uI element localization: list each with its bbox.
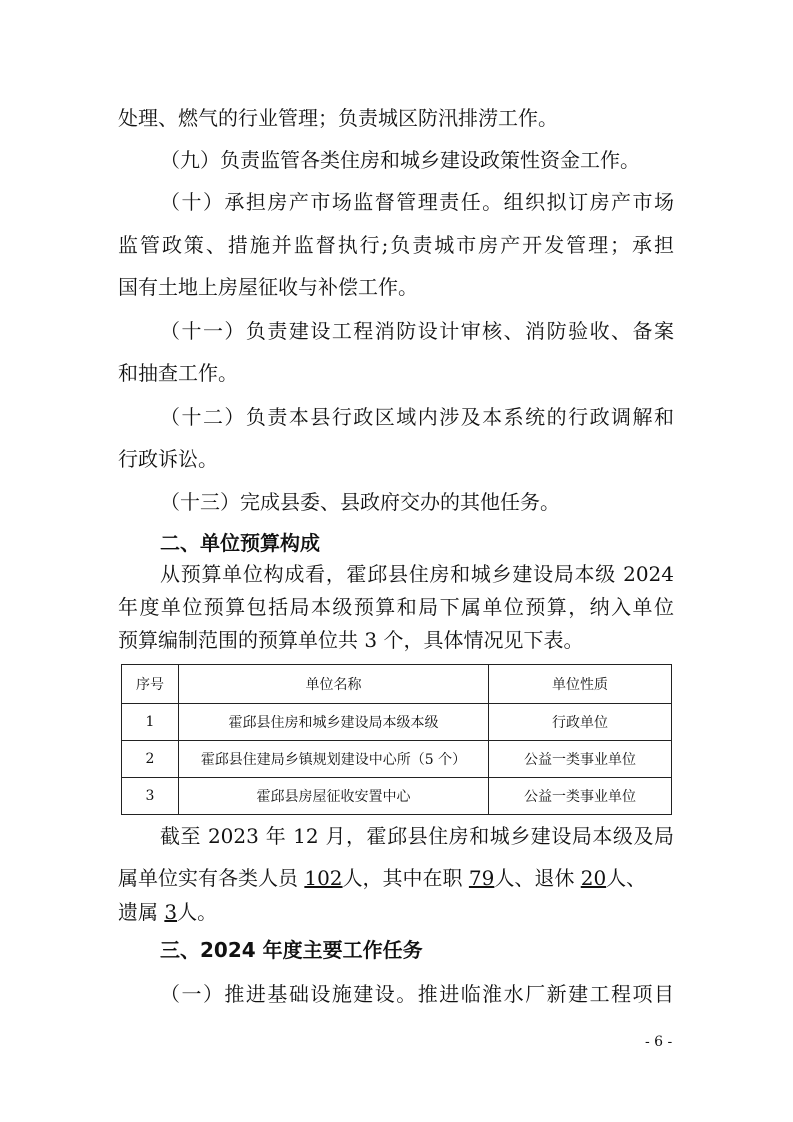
text: 人、 (606, 866, 647, 890)
text-line: （十一）负责建设工程消防设计审核、消防验收、备案 (160, 319, 674, 343)
active-staff: 79 (468, 866, 495, 890)
text-line: 预算编制范围的预算单位共 3 个，具体情况见下表。 (118, 628, 584, 652)
text: 属单位实有各类人员 (118, 866, 305, 890)
text-line: 年度单位预算包括局本级预算和局下属单位预算，纳入单位 (118, 595, 674, 619)
table-row (122, 704, 672, 741)
text-line: 监管政策、措施并监督执行;负责城市房产开发管理；承担 (118, 233, 674, 257)
header-cell: 单位性质 (489, 665, 672, 704)
table-row (122, 741, 672, 778)
text-line: 行政诉讼。 (118, 447, 218, 471)
total-staff: 102 (304, 866, 343, 890)
text-line: （十）承担房产市场监督管理责任。组织拟订房产市场 (160, 190, 674, 214)
cell: 霍邱县住房和城乡建设局本级本级 (179, 704, 489, 741)
cell: 3 (122, 778, 179, 815)
text: 人。 (177, 900, 218, 924)
text-line: 处理、燃气的行业管理；负责城区防汛排涝工作。 (118, 106, 558, 130)
text: 人、退休 (494, 866, 581, 890)
survivors-count: 3 (164, 900, 178, 924)
table-row (122, 778, 672, 815)
table-header-row (122, 665, 672, 704)
cell: 公益一类事业单位 (489, 741, 672, 778)
cell: 霍邱县住建局乡镇规划建设中心所（5 个） (179, 741, 489, 778)
page-number: - 6 - (645, 1034, 673, 1050)
text-line: 截至 2023 年 12 月，霍邱县住房和城乡建设局本级及局 (160, 824, 674, 848)
text: 遗属 (118, 900, 165, 924)
text-line: 和抽查工作。 (118, 361, 238, 385)
text-line: 从预算单位构成看，霍邱县住房和城乡建设局本级 2024 (160, 562, 674, 586)
cell: 霍邱县房屋征收安置中心 (179, 778, 489, 815)
cell: 公益一类事业单位 (489, 778, 672, 815)
cell: 2 (122, 741, 179, 778)
text-line (118, 900, 674, 924)
text-line: （十二）负责本县行政区域内涉及本系统的行政调解和 (160, 405, 674, 429)
staff-counts-line (118, 866, 674, 890)
text-line: （九）负责监管各类住房和城乡建设政策性资金工作。 (160, 148, 640, 172)
text-line: （十三）完成县委、县政府交办的其他任务。 (160, 490, 560, 514)
header-cell: 单位名称 (179, 665, 489, 704)
header-cell: 序号 (122, 665, 179, 704)
cell: 1 (122, 704, 179, 741)
cell: 行政单位 (489, 704, 672, 741)
section-heading: 三、2024 年度主要工作任务 (160, 938, 423, 962)
text-line: 国有土地上房屋征收与补偿工作。 (118, 275, 418, 299)
text-line: （一）推进基础设施建设。推进临淮水厂新建工程项目 (160, 982, 674, 1006)
retired-staff: 20 (580, 866, 607, 890)
budget-units-table (121, 664, 672, 815)
text: 人，其中在职 (342, 866, 469, 890)
section-heading: 二、单位预算构成 (160, 531, 320, 555)
